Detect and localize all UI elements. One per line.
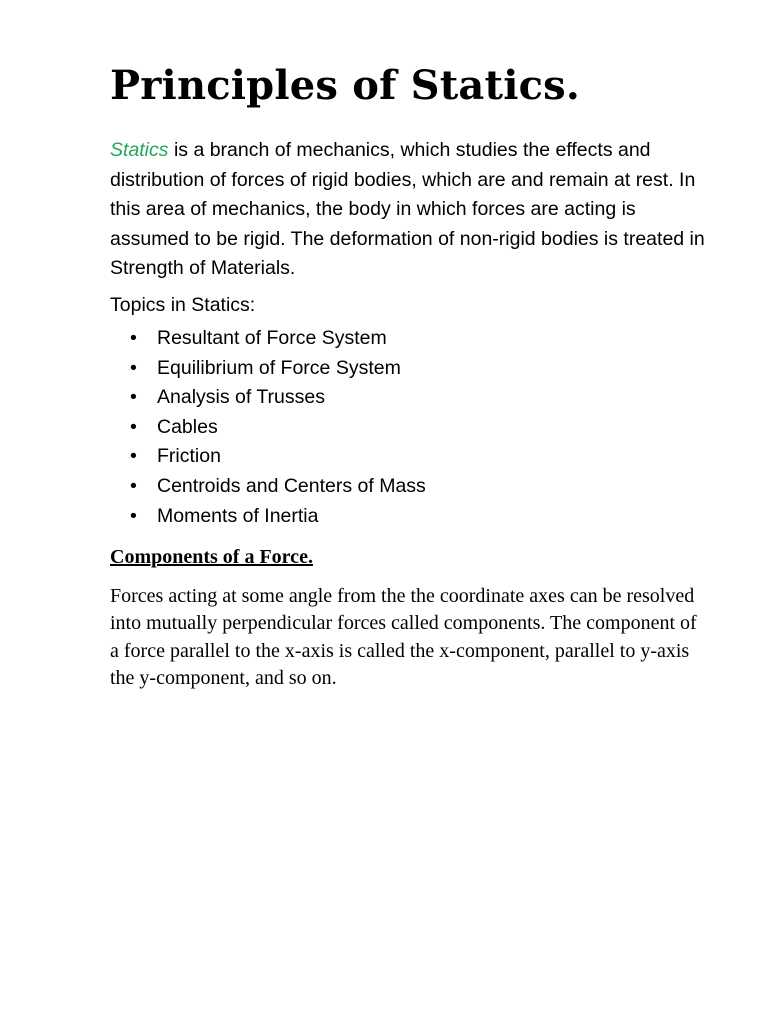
- section-heading: Components of a Force.: [110, 546, 313, 569]
- bullet-icon: •: [130, 386, 137, 409]
- list-item: [110, 472, 710, 502]
- statics-term: Statics: [110, 139, 169, 161]
- document-page: [110, 62, 710, 692]
- bullet-icon: •: [130, 327, 137, 349]
- bullet-icon: •: [130, 356, 137, 379]
- bullet-icon: •: [130, 504, 137, 527]
- topic-label: Cables: [157, 415, 218, 438]
- topic-label: Centroids and Centers of Mass: [157, 474, 426, 497]
- topics-list: [110, 324, 710, 531]
- list-item: [110, 442, 710, 472]
- list-item: [110, 354, 710, 384]
- topic-label: Equilibrium of Force System: [157, 356, 401, 379]
- bullet-icon: •: [130, 415, 137, 438]
- bullet-icon: •: [130, 474, 137, 497]
- topics-label: Topics in Statics:: [110, 293, 256, 316]
- topic-label: Analysis of Trusses: [157, 386, 325, 409]
- list-item: [110, 502, 710, 532]
- bullet-icon: •: [130, 445, 137, 468]
- intro-text: is a branch of mechanics, which studies the effects and distribution of forces of rigid bodies, which are and remain at rest. In this area of mechanics, the body in which forces are acting is assumed to be rigid. The deformation of non-rigid bodies is treated in Strength of Materials.: [110, 139, 705, 279]
- topic-label: Resultant of Force System: [157, 327, 387, 349]
- list-item: [110, 324, 710, 354]
- list-item: [110, 413, 710, 443]
- list-item: [110, 383, 710, 413]
- section-body: Forces acting at some angle from the the coordinate axes can be resolved into mutually perpendicular forces called components. The component of a force parallel to the x-axis is called the x-component, parallel to y-axis the y-component, and so on.: [110, 585, 697, 690]
- page-title: Principles of Statics.: [110, 62, 581, 109]
- topic-label: Friction: [157, 445, 221, 468]
- topic-label: Moments of Inertia: [157, 504, 319, 527]
- intro-paragraph: [110, 136, 710, 284]
